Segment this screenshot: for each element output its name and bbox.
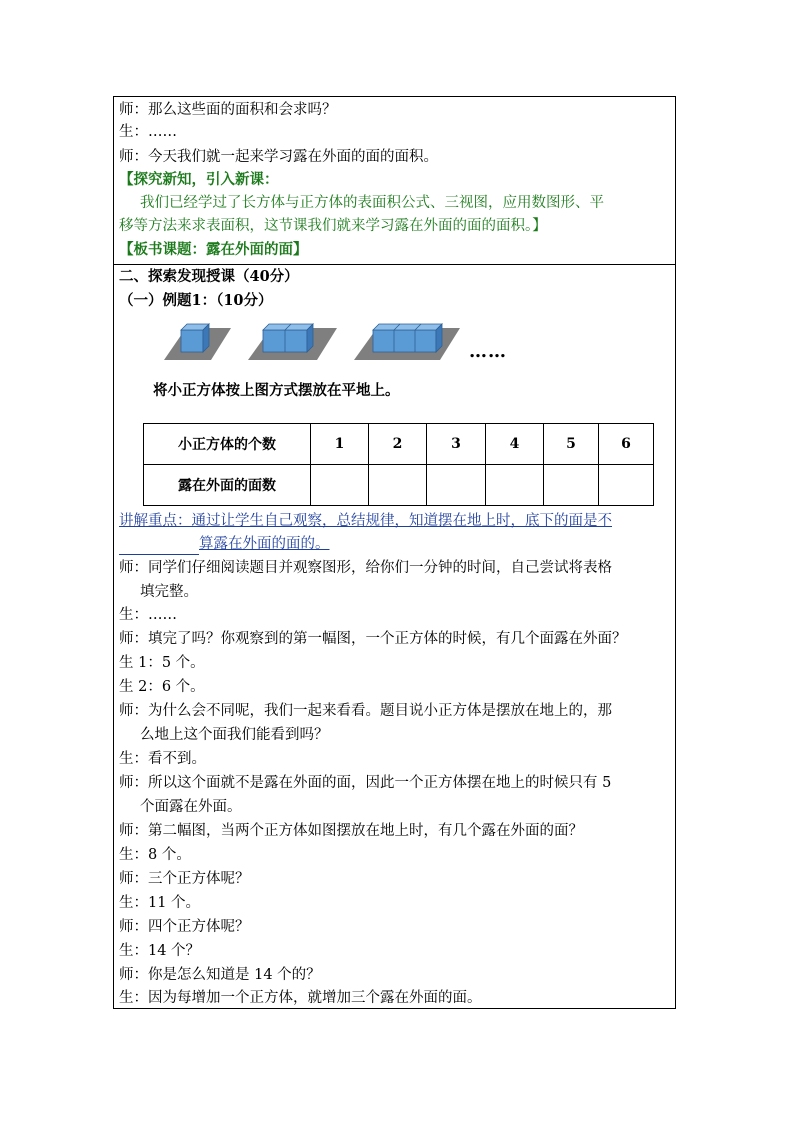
explore-text-2: 移等方法来求表面积，这节课我们就来学习露在外面的面的面积。】: [119, 218, 547, 234]
key-point-line-2: 算露在外面的面的。: [119, 533, 330, 555]
dialogue-7: 师：为什么会不同呢，我们一起来看看。题目说小正方体是摆放在地上的，那: [119, 703, 612, 719]
table-row-faces: [144, 465, 654, 506]
line-student-ellipsis: 生：……: [119, 124, 177, 140]
dialogue-6: 生 2：6 个。: [119, 679, 205, 695]
explore-heading: 【探究新知，引入新课：: [119, 171, 279, 188]
instruction-text: 将小正方体按上图方式摆放在平地上。: [153, 382, 400, 399]
dialogue-19: 生：因为每增加一个正方体，就增加三个露在外面的面。: [119, 990, 482, 1006]
dialogue-1: 师：同学们仔细阅读题目并观察图形，给你们一分钟的时间，自己尝试将表格: [119, 560, 612, 576]
line-teacher-today: 师：今天我们就一起来学习露在外面的面的面积。: [119, 149, 438, 165]
dialogue-12: 师：第二幅图，当两个正方体如图摆放在地上时，有几个露在外面的面？: [119, 823, 583, 839]
dialogue-15: 生：11 个。: [119, 895, 201, 911]
continuation-ellipsis: ……: [469, 341, 507, 362]
count-cell: 5: [544, 424, 599, 465]
count-cell: 3: [427, 424, 486, 465]
answer-cell[interactable]: [311, 465, 369, 506]
dialogue-18: 师：你是怎么知道是 14 个的？: [119, 967, 321, 983]
example-title: （一）例题1：（10分）: [119, 292, 273, 309]
section2-title: 二、探索发现授课（40分）: [119, 268, 299, 285]
dialogue-14: 师：三个正方体呢？: [119, 871, 250, 887]
faces-table: [143, 423, 654, 506]
key-point-line-1: 讲解重点：通过让学生自己观察，总结规律，知道摆在地上时，底下的面是不: [119, 513, 612, 529]
explore-text-1: 我们已经学过了长方体与正方体的表面积公式、三视图，应用数图形、平: [140, 195, 604, 211]
dialogue-8: 么地上这个面我们能看到吗？: [140, 727, 329, 743]
dialogue-5: 生 1：5 个。: [119, 655, 205, 671]
dialogue-4: 师：填完了吗？你观察到的第一幅图，一个正方体的时候，有几个面露在外面？: [119, 631, 627, 647]
dialogue-17: 生：14 个？: [119, 943, 201, 959]
cube-group-3: [373, 324, 442, 352]
dialogue-9: 生：看不到。: [119, 751, 206, 767]
answer-cell[interactable]: [427, 465, 486, 506]
dialogue-2: 填完整。: [140, 584, 198, 600]
board-title: 【板书课题：露在外面的面】: [119, 241, 308, 258]
row-label-faces: 露在外面的面数: [144, 465, 311, 506]
count-cell: 6: [599, 424, 654, 465]
count-cell: 4: [486, 424, 544, 465]
dialogue-16: 师：四个正方体呢？: [119, 919, 250, 935]
count-cell: 2: [369, 424, 427, 465]
line-teacher-question: 师：那么这些面的面积和会求吗？: [119, 102, 337, 118]
cube-group-1: [181, 324, 209, 352]
count-cell: 1: [311, 424, 369, 465]
answer-cell[interactable]: [599, 465, 654, 506]
cube-illustration: [114, 97, 675, 387]
table-row-count: [144, 424, 654, 465]
answer-cell[interactable]: [544, 465, 599, 506]
row-label-count: 小正方体的个数: [144, 424, 311, 465]
answer-cell[interactable]: [486, 465, 544, 506]
dialogue-10: 师：所以这个面就不是露在外面的面，因此一个正方体摆在地上的时候只有 5: [119, 775, 612, 791]
lesson-table: [113, 96, 676, 1009]
answer-cell[interactable]: [369, 465, 427, 506]
dialogue-3: 生：……: [119, 607, 177, 623]
dialogue-11: 个面露在外面。: [140, 799, 242, 815]
dialogue-13: 生：8 个。: [119, 847, 191, 863]
cube-group-2: [263, 324, 313, 352]
